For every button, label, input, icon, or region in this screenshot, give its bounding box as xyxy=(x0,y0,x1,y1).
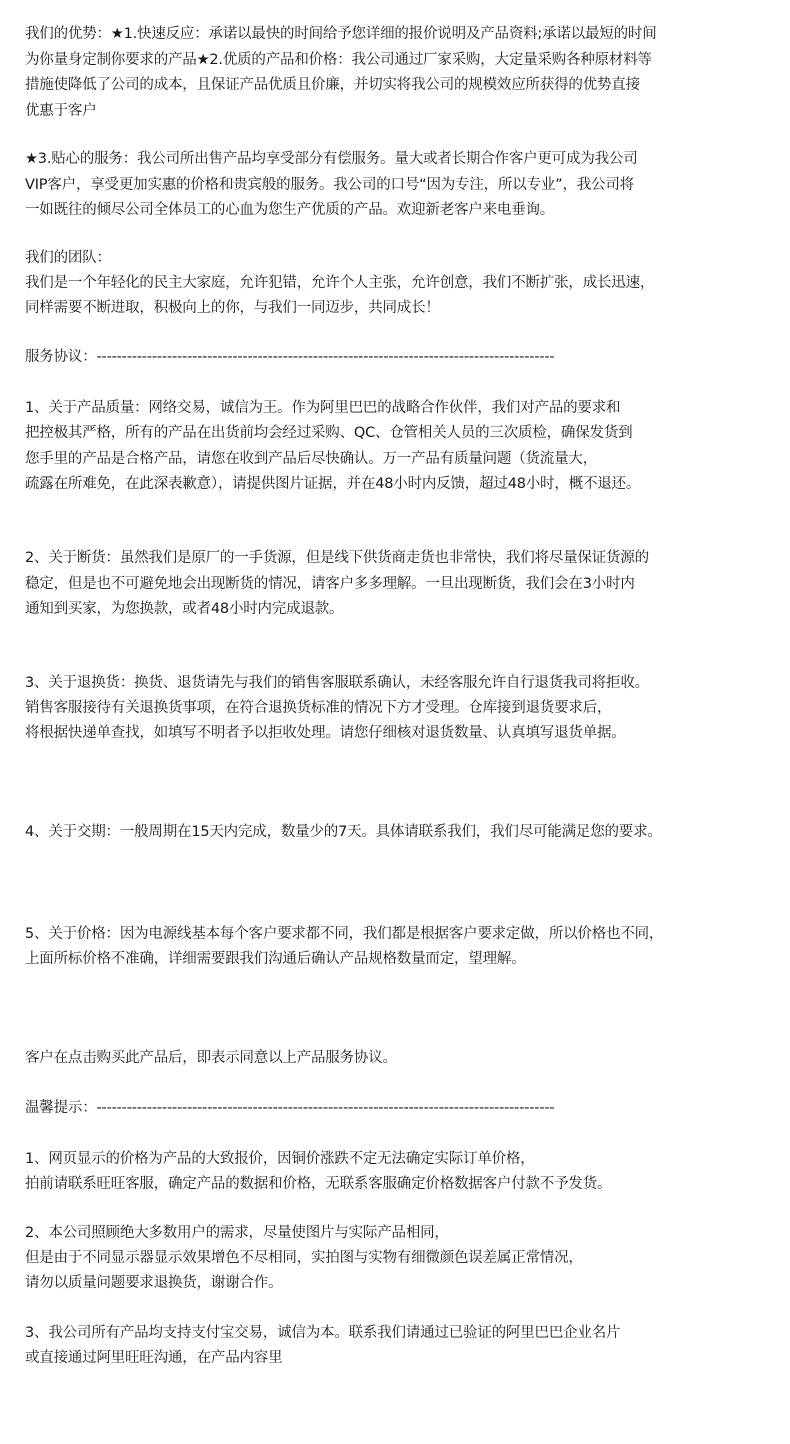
clause-line: 2、关于断货：虽然我们是原厂的一手货源，但是线下供货商走货也非常快，我们将尽量保证货源的 xyxy=(25,550,649,566)
service-note-line: ★3.贴心的服务：我公司所出售产品均享受部分有偿服务。量大或者长期合作客户更可成为我公司 xyxy=(25,151,638,167)
clause-line: 销售客服接待有关退换货事项，在符合退换货标准的情况下方才受理。仓库接到退货要求后， xyxy=(25,700,612,716)
advantages-line: 措施使降低了公司的成本，且保证产品优质且价廉，并切实将我公司的规模效应所获得的优势直接 xyxy=(25,77,640,93)
tip-line: 或直接通过阿里旺旺沟通，在产品内容里 xyxy=(25,1350,283,1366)
service-note-line: 一如既往的倾尽公司全体员工的心血为您生产优质的产品。欢迎新老客户来电垂询。 xyxy=(25,202,555,218)
tip-line: 请勿以质量问题要求退换货，谢谢合作。 xyxy=(25,1275,283,1291)
team-heading: 我们的团队： xyxy=(25,250,111,266)
tips-heading: 温馨提示：------------------------------------------------------------------------------------------- xyxy=(25,1100,555,1116)
agreement-note: 客户在点击购买此产品后，即表示同意以上产品服务协议。 xyxy=(25,1050,397,1066)
advantages-line: 我们的优势：★1.快速反应：承诺以最快的时间给予您详细的报价说明及产品资料;承诺以最短的时间 xyxy=(25,26,657,42)
advantages-line: 优惠于客户 xyxy=(25,103,97,119)
clause-line: 将根据快递单查找，如填写不明者予以拒收处理。请您仔细核对退货数量、认真填写退货单据。 xyxy=(25,725,626,741)
clause-line: 您手里的产品是合格产品，请您在收到产品后尽快确认。万一产品有质量问题（货流量大， xyxy=(25,451,597,467)
advantages-line: 为你量身定制你要求的产品★2.优质的产品和价格：我公司通过厂家采购，大定量采购各种原材料等 xyxy=(25,52,652,68)
clause-line: 4、关于交期：一般周期在15天内完成，数量少的7天。具体请联系我们，我们尽可能满足您的要求。 xyxy=(25,824,662,840)
clause-line: 1、关于产品质量：网络交易，诚信为王。作为阿里巴巴的战略合作伙伴，我们对产品的要求和 xyxy=(25,400,621,416)
service-agreement-heading: 服务协议：------------------------------------------------------------------------------------------- xyxy=(25,349,555,365)
team-line: 同样需要不断进取，积极向上的你，与我们一同迈步，共同成长！ xyxy=(25,300,440,316)
tip-line: 拍前请联系旺旺客服，确定产品的数据和价格，无联系客服确定价格数据客户付款不予发货。 xyxy=(25,1176,612,1192)
service-note-line: VIP客户，享受更加实惠的价格和贵宾般的服务。我公司的口号“因为专注，所以专业”，我公司将 xyxy=(25,177,634,193)
clause-line: 5、关于价格：因为电源线基本每个客户要求都不同，我们都是根据客户要求定做，所以价格也不同， xyxy=(25,926,664,942)
clause-line: 通知到买家，为您换款，或者48小时内完成退款。 xyxy=(25,601,344,617)
clause-line: 疏露在所难免，在此深表歉意），请提供图片证据，并在48小时内反馈，超过48小时，概不退还。 xyxy=(25,476,641,492)
clause-line: 把控极其严格，所有的产品在出货前均会经过采购、QC、仓管相关人员的三次质检，确保发货到 xyxy=(25,425,633,441)
tip-line: 2、本公司照顾绝大多数用户的需求，尽量使图片与实际产品相同， xyxy=(25,1225,449,1241)
tip-line: 但是由于不同显示器显示效果增色不尽相同，实拍图与实物有细微颜色误差属正常情况， xyxy=(25,1250,583,1266)
clause-line: 上面所标价格不准确，详细需要跟我们沟通后确认产品规格数量而定，望理解。 xyxy=(25,951,526,967)
tip-line: 1、网页显示的价格为产品的大致报价，因铜价涨跌不定无法确定实际订单价格， xyxy=(25,1151,535,1167)
team-line: 我们是一个年轻化的民主大家庭，允许犯错，允许个人主张，允许创意，我们不断扩张，成长迅速， xyxy=(25,275,655,291)
tip-line: 3、我公司所有产品均支持支付宝交易，诚信为本。联系我们请通过已验证的阿里巴巴企业名片 xyxy=(25,1325,621,1341)
clause-line: 稳定，但是也不可避免地会出现断货的情况，请客户多多理解。一旦出现断货，我们会在3小时内 xyxy=(25,576,635,592)
clause-line: 3、关于退换货：换货、退货请先与我们的销售客服联系确认，未经客服允许自行退货我司将拒收。 xyxy=(25,675,649,691)
